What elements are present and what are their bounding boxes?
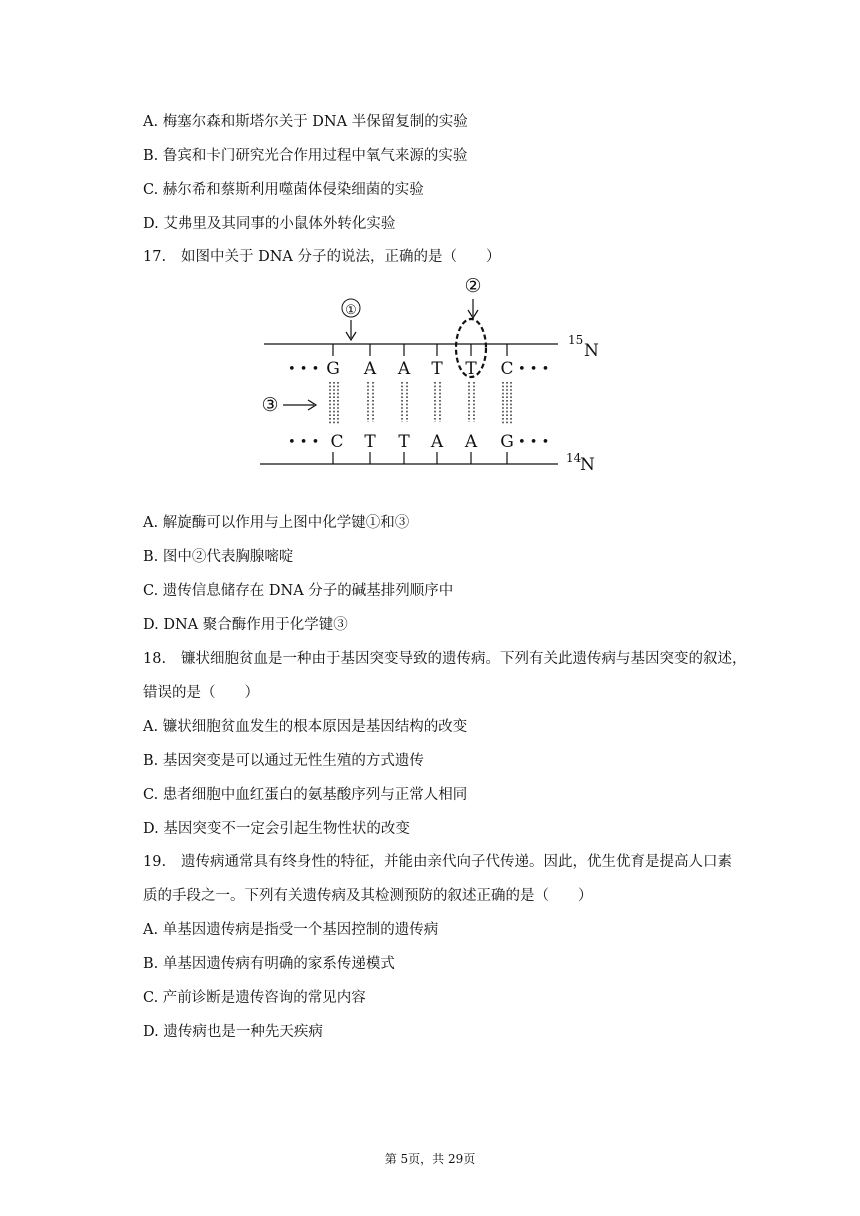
dna-diagram [250, 272, 610, 477]
bottom-base: T [398, 432, 410, 452]
q19-number: 19. [143, 854, 167, 870]
top-strand-ticks [333, 344, 507, 356]
q18-option-d: D. 基因突变不一定会引起生物性状的改变 [143, 821, 410, 837]
q17-option-b: B. 图中②代表胸腺嘧啶 [143, 549, 294, 565]
q18-option-a: A. 镰状细胞贫血发生的根本原因是基因结构的改变 [143, 719, 468, 735]
q19-stem-1: 遗传病通常具有终身性的特征，并能由亲代向子代传递。因此，优生优育是提高人口素 [181, 854, 732, 870]
bottom-strand-ticks [333, 452, 507, 464]
bottom-base: G [500, 432, 514, 452]
q16-option-a: A. 梅塞尔森和斯塔尔关于 DNA 半保留复制的实验 [143, 114, 468, 130]
q18-stem-line1 [143, 649, 747, 669]
isotope-top-mass: 15 [568, 333, 584, 347]
q17-option-a: A. 解旋酶可以作用与上图中化学键①和③ [143, 515, 410, 531]
top-base: T [465, 359, 477, 379]
q17-option-c: C. 遗传信息储存在 DNA 分子的碱基排列顺序中 [143, 583, 454, 599]
q19-option-d: D. 遗传病也是一种先天疾病 [143, 1024, 323, 1040]
q17-option-d: D. DNA 聚合酶作用于化学键③ [143, 617, 348, 633]
label-2: ② [464, 275, 482, 297]
bottom-leading-dots: • • • [288, 435, 320, 450]
q18-number: 18. [143, 651, 167, 667]
q16-option-d: D. 艾弗里及其同事的小鼠体外转化实验 [143, 216, 396, 232]
top-trailing-dots: • • • [518, 362, 550, 377]
top-base: C [500, 359, 514, 379]
top-base: G [326, 359, 340, 379]
top-base: T [431, 359, 443, 379]
top-base: A [363, 359, 377, 379]
q17-stem: 如图中关于 DNA 分子的说法，正确的是（ ） [181, 249, 501, 265]
q16-option-c: C. 赫尔希和蔡斯利用噬菌体侵染细菌的实验 [143, 182, 424, 198]
q18-option-c: C. 患者细胞中血红蛋白的氨基酸序列与正常人相同 [143, 787, 468, 803]
q19-option-b: B. 单基因遗传病有明确的家系传递模式 [143, 956, 395, 972]
q18-option-b: B. 基因突变是可以通过无性生殖的方式遗传 [143, 753, 424, 769]
isotope-top-element: N [584, 341, 599, 361]
label-1: ① [345, 303, 357, 318]
q19-option-c: C. 产前诊断是遗传咨询的常见内容 [143, 990, 366, 1006]
bottom-base: A [464, 432, 478, 452]
isotope-bottom-element: N [580, 455, 595, 475]
q19-stem-line2: 质的手段之一。下列有关遗传病及其检测预防的叙述正确的是（ ） [143, 888, 593, 904]
q17-number: 17. [143, 249, 167, 265]
bottom-base: C [330, 432, 344, 452]
q19-stem-line1 [143, 852, 732, 872]
bottom-base: T [364, 432, 376, 452]
q18-stem-1: 镰状细胞贫血是一种由于基因突变导致的遗传病。下列有关此遗传病与基因突变的叙述， [181, 651, 747, 667]
bottom-base: A [430, 432, 444, 452]
hydrogen-bonds [330, 382, 511, 424]
q17-stem-line [143, 247, 501, 267]
bottom-trailing-dots: • • • [518, 435, 550, 450]
top-leading-dots: • • • [288, 362, 320, 377]
label-3: ③ [261, 394, 279, 416]
top-base: A [397, 359, 411, 379]
page-footer: 第 5页，共 29页 [384, 1152, 476, 1166]
isotope-bottom-mass: 14 [566, 451, 582, 465]
q16-option-b: B. 鲁宾和卡门研究光合作用过程中氧气来源的实验 [143, 148, 468, 164]
q19-option-a: A. 单基因遗传病是指受一个基因控制的遗传病 [143, 922, 439, 938]
q18-stem-line2: 错误的是（ ） [143, 685, 259, 701]
